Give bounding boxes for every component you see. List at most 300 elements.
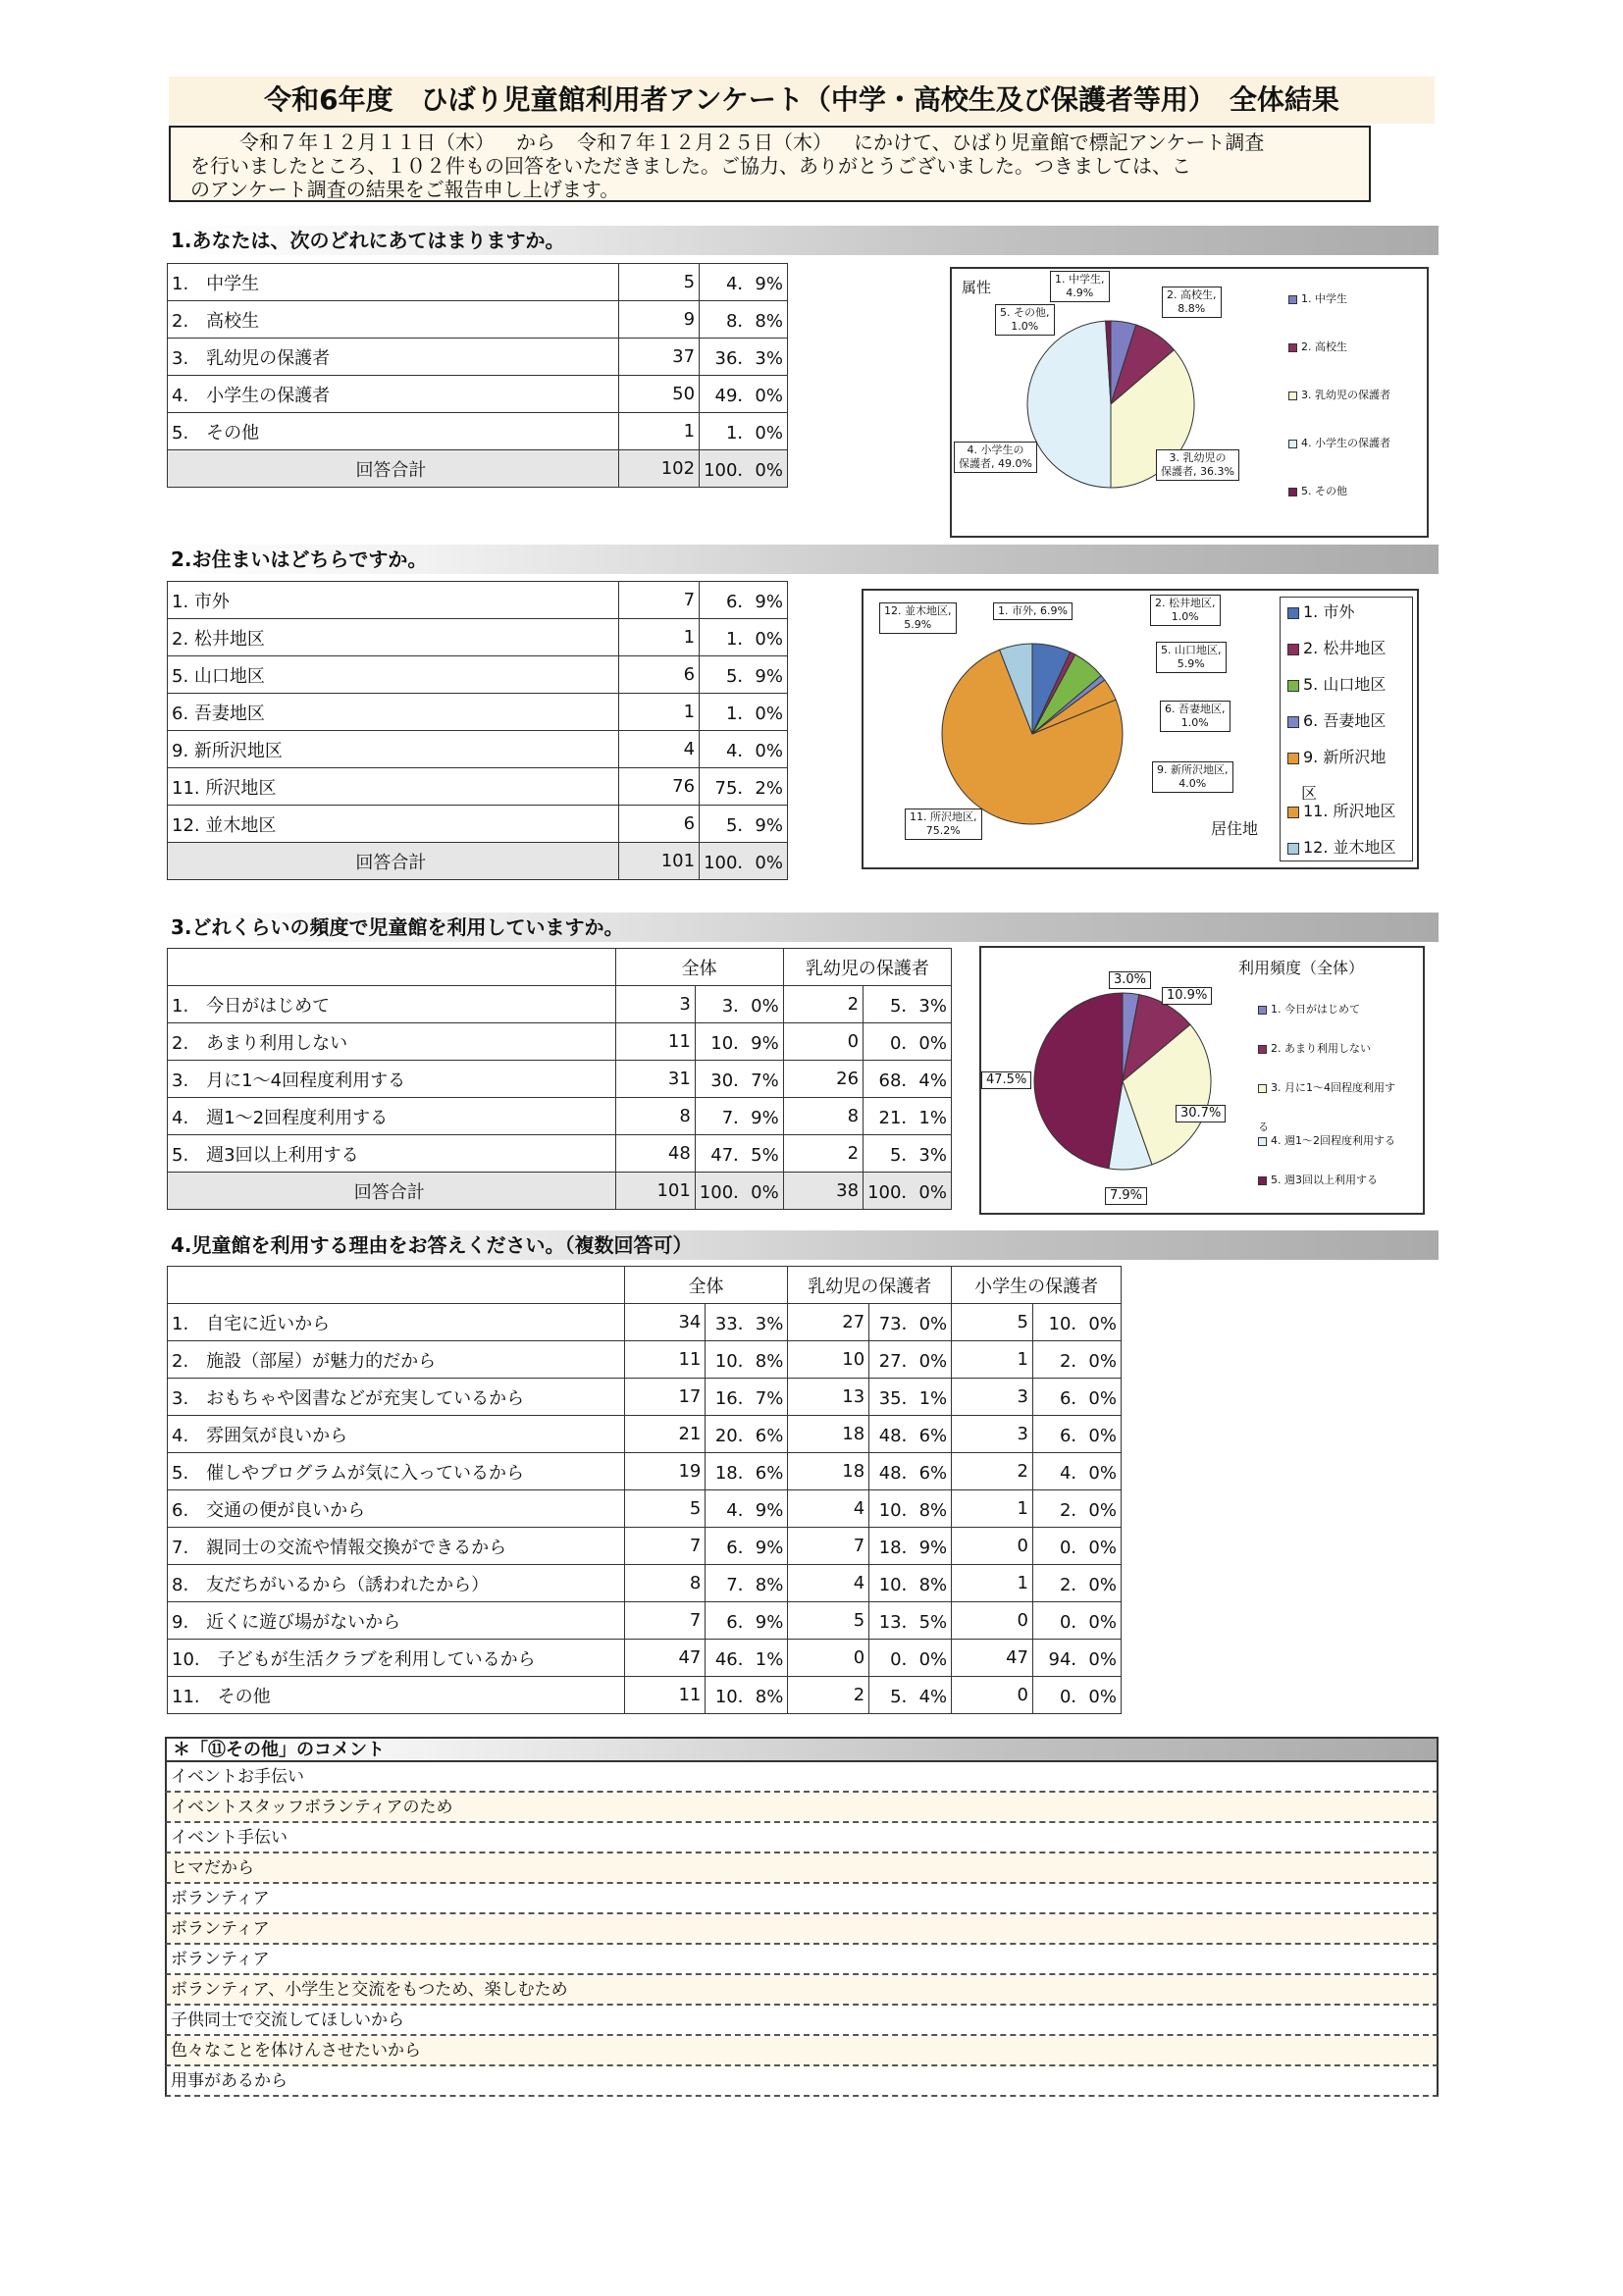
row-value: 27．0% xyxy=(869,1341,952,1379)
col-header-all: 全体 xyxy=(615,949,783,986)
header-row xyxy=(168,949,952,986)
row-label: 2. 施設（部屋）が魅力的だから xyxy=(168,1341,625,1379)
q1-label-1: 1. 中学生, 4.9% xyxy=(1050,271,1110,302)
q1-label-4: 4. 小学生の 保護者, 49.0% xyxy=(954,442,1037,473)
row-value: 13 xyxy=(788,1379,869,1416)
q1-chart-title: 属性 xyxy=(962,279,992,296)
legend-swatch xyxy=(1288,295,1297,304)
header-blank xyxy=(168,949,616,986)
legend-item xyxy=(1287,639,1386,658)
table-row xyxy=(168,1304,1122,1341)
q1-heading: 1.あなたは、次のどれにあてはまりますか。 xyxy=(165,226,1439,255)
legend-label: 5. その他 xyxy=(1301,485,1347,497)
legend-label: 3. 月に1～4回程度利用す xyxy=(1271,1081,1395,1094)
row-percent: 1．0% xyxy=(700,413,788,450)
legend-label: る xyxy=(1258,1121,1269,1133)
table-row xyxy=(168,339,788,376)
row-label: 3. 月に1～4回程度利用する xyxy=(168,1061,616,1098)
pie-slice xyxy=(1034,993,1123,1169)
row-value: 0．0% xyxy=(1033,1602,1122,1640)
table-row xyxy=(168,694,788,731)
q1-label-5: 5. その他, 1.0% xyxy=(995,304,1055,336)
row-value: 47 xyxy=(624,1640,706,1677)
row-value: 0 xyxy=(783,1023,863,1061)
row-value: 68．4% xyxy=(864,1061,952,1098)
page-title: 令和6年度 ひばり児童館利用者アンケート（中学・高校生及び保護者等用） 全体結果 xyxy=(169,77,1435,124)
row-label: 1. 自宅に近いから xyxy=(168,1304,625,1341)
legend-swatch xyxy=(1287,807,1299,818)
legend-item xyxy=(1288,485,1347,498)
row-value: 18．9% xyxy=(869,1528,952,1565)
row-value: 11 xyxy=(624,1677,706,1714)
row-value: 35．1% xyxy=(869,1379,952,1416)
legend-item xyxy=(1288,292,1347,306)
intro-line-1 xyxy=(190,130,1369,154)
legend-swatch xyxy=(1287,607,1299,619)
legend-swatch xyxy=(1288,391,1297,400)
q3-chart xyxy=(979,946,1425,1215)
table-row xyxy=(168,1490,1122,1528)
q2-label-2: 2. 松井地区, 1.0% xyxy=(1150,595,1221,626)
q2-label-9: 9. 新所沢地区, 4.0% xyxy=(1152,761,1233,793)
row-value: 27 xyxy=(788,1304,869,1341)
legend-item xyxy=(1287,711,1386,731)
q2-label-12: 12. 並木地区, 5.9% xyxy=(879,602,957,634)
table-row xyxy=(168,582,788,619)
intro-to-date: 令和７年１２月２５日（木） xyxy=(577,130,832,154)
row-value: 2 xyxy=(952,1453,1033,1490)
legend-item xyxy=(1258,1003,1360,1017)
legend-item xyxy=(1287,675,1386,695)
legend-label: 1. 市外 xyxy=(1303,602,1355,621)
row-count: 4 xyxy=(618,731,699,768)
row-label: 2. 高校生 xyxy=(168,301,619,339)
row-value: 6．0% xyxy=(1033,1416,1122,1453)
row-value: 20．6% xyxy=(706,1416,788,1453)
q2-table xyxy=(167,581,788,880)
row-value: 1 xyxy=(952,1341,1033,1379)
row-value: 0 xyxy=(788,1640,869,1677)
comment-row: イベントお手伝い xyxy=(165,1762,1439,1793)
legend-label: 4. 週1～2回程度利用する xyxy=(1271,1134,1395,1147)
row-percent: 49．0% xyxy=(700,376,788,413)
legend-label: 9. 新所沢地 xyxy=(1303,748,1387,766)
row-value: 6．0% xyxy=(1033,1379,1122,1416)
row-value: 73．0% xyxy=(869,1304,952,1341)
table-row xyxy=(168,1416,1122,1453)
total-label: 回答合計 xyxy=(168,843,619,880)
table-row xyxy=(168,1023,952,1061)
row-count: 9 xyxy=(618,301,699,339)
row-value: 34 xyxy=(624,1304,706,1341)
row-value: 13．5% xyxy=(869,1602,952,1640)
row-label: 4. 雰囲気が良いから xyxy=(168,1416,625,1453)
row-label: 2. 松井地区 xyxy=(168,619,619,656)
row-count: 37 xyxy=(618,339,699,376)
q4-table xyxy=(167,1266,1122,1714)
row-value: 7 xyxy=(624,1602,706,1640)
row-count: 50 xyxy=(618,376,699,413)
row-value: 10．8% xyxy=(869,1565,952,1602)
row-percent: 6．9% xyxy=(700,582,788,619)
legend-label: 12. 並木地区 xyxy=(1303,838,1396,857)
col-header-infant: 乳幼児の保護者 xyxy=(783,949,951,986)
row-percent: 1．0% xyxy=(700,694,788,731)
table-row xyxy=(168,1341,1122,1379)
total-value: 101 xyxy=(615,1173,695,1210)
legend-item xyxy=(1258,1121,1269,1134)
table-row xyxy=(168,1453,1122,1490)
row-value: 3．0% xyxy=(695,986,783,1023)
legend-label: 6. 吾妻地区 xyxy=(1303,711,1387,730)
row-value: 0．0% xyxy=(1033,1677,1122,1714)
intro-line-3: のアンケート調査の結果をご報告申し上げます。 xyxy=(190,178,620,201)
table-row xyxy=(168,301,788,339)
legend-swatch xyxy=(1287,753,1299,764)
table-row xyxy=(168,1379,1122,1416)
legend-swatch xyxy=(1258,1045,1267,1054)
header-blank xyxy=(168,1267,625,1304)
q3-heading: 3.どれくらいの頻度で児童館を利用していますか。 xyxy=(165,913,1439,942)
q1-label-2: 2. 高校生, 8.8% xyxy=(1162,287,1222,318)
q1-label-3: 3. 乳幼児の 保護者, 36.3% xyxy=(1156,449,1239,481)
row-value: 10．8% xyxy=(706,1341,788,1379)
table-row xyxy=(168,986,952,1023)
row-label: 6. 交通の便が良いから xyxy=(168,1490,625,1528)
row-label: 3. 乳幼児の保護者 xyxy=(168,339,619,376)
legend-swatch xyxy=(1287,843,1299,855)
row-value: 5 xyxy=(624,1490,706,1528)
q3-label-4: 7.9% xyxy=(1105,1187,1147,1205)
q2-label-11: 11. 所沢地区, 75.2% xyxy=(905,809,982,840)
pie-slice xyxy=(1027,321,1111,488)
legend-item xyxy=(1287,748,1386,767)
total-percent: 100．0% xyxy=(700,450,788,488)
row-label: 4. 週1～2回程度利用する xyxy=(168,1098,616,1135)
q4-heading: 4.児童館を利用する理由をお答えください。（複数回答可） xyxy=(165,1230,1439,1260)
intro-line1-rest: にかけて、ひばり児童館で標記アンケート調査 xyxy=(854,130,1265,154)
intro-box xyxy=(169,126,1371,202)
comment-row: ヒマだから xyxy=(165,1853,1439,1884)
legend-swatch xyxy=(1258,1137,1267,1146)
row-value: 0．0% xyxy=(1033,1528,1122,1565)
row-value: 1 xyxy=(952,1490,1033,1528)
row-label: 10. 子どもが生活クラブを利用しているから xyxy=(168,1640,625,1677)
comment-row: 子供同士で交流してほしいから xyxy=(165,2006,1439,2036)
comment-row: ボランティア xyxy=(165,1914,1439,1945)
row-value: 2．0% xyxy=(1033,1565,1122,1602)
row-count: 1 xyxy=(618,413,699,450)
total-count: 101 xyxy=(618,843,699,880)
row-value: 16．7% xyxy=(706,1379,788,1416)
row-value: 21 xyxy=(624,1416,706,1453)
row-value: 3 xyxy=(952,1379,1033,1416)
total-percent: 100．0% xyxy=(700,843,788,880)
row-percent: 5．9% xyxy=(700,806,788,843)
legend-item xyxy=(1288,389,1390,402)
legend-item xyxy=(1287,802,1396,821)
row-value: 0．0% xyxy=(864,1023,952,1061)
row-value: 4．0% xyxy=(1033,1453,1122,1490)
row-value: 7 xyxy=(788,1528,869,1565)
row-value: 2 xyxy=(783,1135,863,1173)
row-label: 4. 小学生の保護者 xyxy=(168,376,619,413)
row-value: 7．8% xyxy=(706,1565,788,1602)
legend-swatch xyxy=(1288,343,1297,352)
header-row xyxy=(168,1267,1122,1304)
comment-row: ボランティア xyxy=(165,1884,1439,1914)
row-count: 76 xyxy=(618,768,699,806)
table-row xyxy=(168,1135,952,1173)
q3-label-1: 3.0% xyxy=(1109,971,1151,989)
row-percent: 4．9% xyxy=(700,264,788,301)
row-value: 17 xyxy=(624,1379,706,1416)
comments-list xyxy=(165,1762,1439,2097)
row-value: 10．0% xyxy=(1033,1304,1122,1341)
table-row xyxy=(168,413,788,450)
row-value: 21．1% xyxy=(864,1098,952,1135)
row-label: 9. 新所沢地区 xyxy=(168,731,619,768)
row-label: 1. 市外 xyxy=(168,582,619,619)
table-row xyxy=(168,1098,952,1135)
row-value: 94．0% xyxy=(1033,1640,1122,1677)
row-value: 10．8% xyxy=(869,1490,952,1528)
legend-label: 5. 週3回以上利用する xyxy=(1271,1174,1378,1186)
row-value: 18 xyxy=(788,1416,869,1453)
q1-chart xyxy=(950,267,1429,538)
legend-label: 4. 小学生の保護者 xyxy=(1301,437,1390,449)
row-label: 9. 近くに遊び場がないから xyxy=(168,1602,625,1640)
intro-line-2 xyxy=(190,154,1369,178)
legend-swatch xyxy=(1287,716,1299,728)
row-value: 46．1% xyxy=(706,1640,788,1677)
legend-item xyxy=(1258,1042,1371,1056)
row-percent: 36．3% xyxy=(700,339,788,376)
legend-label: 5. 山口地区 xyxy=(1303,675,1387,694)
row-value: 4．9% xyxy=(706,1490,788,1528)
row-label: 12. 並木地区 xyxy=(168,806,619,843)
legend-label: 2. 松井地区 xyxy=(1303,639,1387,657)
row-value: 47 xyxy=(952,1640,1033,1677)
total-value: 100．0% xyxy=(864,1173,952,1210)
row-label: 11. 所沢地区 xyxy=(168,768,619,806)
row-value: 18．6% xyxy=(706,1453,788,1490)
row-value: 6．9% xyxy=(706,1528,788,1565)
row-percent: 8．8% xyxy=(700,301,788,339)
row-value: 6．9% xyxy=(706,1602,788,1640)
row-value: 33．3% xyxy=(706,1304,788,1341)
row-value: 2．0% xyxy=(1033,1490,1122,1528)
row-value: 31 xyxy=(615,1061,695,1098)
comment-row: イベントスタッフボランティアのため xyxy=(165,1793,1439,1823)
row-count: 6 xyxy=(618,656,699,694)
row-count: 1 xyxy=(618,619,699,656)
comment-row: ボランティア、小学生と交流をもつため、楽しむため xyxy=(165,1975,1439,2006)
total-value: 38 xyxy=(783,1173,863,1210)
comment-row: ボランティア xyxy=(165,1945,1439,1975)
row-label: 5. 週3回以上利用する xyxy=(168,1135,616,1173)
col-header-elem: 小学生の保護者 xyxy=(952,1267,1122,1304)
legend-item xyxy=(1258,1134,1395,1148)
intro-from-word: から xyxy=(516,130,555,154)
row-percent: 4．0% xyxy=(700,731,788,768)
col-header-infant: 乳幼児の保護者 xyxy=(788,1267,952,1304)
row-label: 5. 催しやプログラムが気に入っているから xyxy=(168,1453,625,1490)
q3-table xyxy=(167,948,952,1210)
intro-line2-a: を行いましたところ、 xyxy=(190,154,387,178)
row-value: 18 xyxy=(788,1453,869,1490)
table-row xyxy=(168,731,788,768)
row-value: 8 xyxy=(783,1098,863,1135)
table-row xyxy=(168,1677,1122,1714)
row-label: 1. 中学生 xyxy=(168,264,619,301)
row-value: 4 xyxy=(788,1565,869,1602)
legend-swatch xyxy=(1258,1084,1267,1093)
total-label: 回答合計 xyxy=(168,450,619,488)
row-label: 1. 今日がはじめて xyxy=(168,986,616,1023)
legend-swatch xyxy=(1258,1006,1267,1015)
row-label: 5. 山口地区 xyxy=(168,656,619,694)
row-label: 7. 親同士の交流や情報交換ができるから xyxy=(168,1528,625,1565)
row-value: 2 xyxy=(788,1677,869,1714)
comment-row: イベント手伝い xyxy=(165,1823,1439,1853)
row-value: 19 xyxy=(624,1453,706,1490)
col-header-all: 全体 xyxy=(624,1267,788,1304)
row-value: 10．8% xyxy=(706,1677,788,1714)
row-value: 4 xyxy=(788,1490,869,1528)
row-value: 30．7% xyxy=(695,1061,783,1098)
row-percent: 1．0% xyxy=(700,619,788,656)
q1-table xyxy=(167,263,788,488)
legend-item xyxy=(1287,784,1317,804)
q3-label-2: 10.9% xyxy=(1162,987,1212,1005)
legend-label: 11. 所沢地区 xyxy=(1303,802,1396,820)
row-value: 0 xyxy=(952,1528,1033,1565)
row-label: 11. その他 xyxy=(168,1677,625,1714)
intro-from-date: 令和７年１２月１１日（木） xyxy=(239,130,495,154)
comment-row: 色々なことを体けんさせたいから xyxy=(165,2036,1439,2066)
legend-item xyxy=(1258,1081,1395,1095)
row-value: 5．4% xyxy=(869,1677,952,1714)
comments-heading: ＊「⑪その他」のコメント xyxy=(165,1737,1439,1762)
row-count: 6 xyxy=(618,806,699,843)
row-label: 2. あまり利用しない xyxy=(168,1023,616,1061)
q2-chart-title: 居住地 xyxy=(1211,819,1259,838)
table-row xyxy=(168,1565,1122,1602)
row-percent: 5．9% xyxy=(700,656,788,694)
row-value: 26 xyxy=(783,1061,863,1098)
table-row xyxy=(168,619,788,656)
row-value: 47．5% xyxy=(695,1135,783,1173)
q3-label-3: 30.7% xyxy=(1176,1105,1226,1122)
intro-line2-b: 件もの回答をいただきました。ご協力、ありがとうございました。つきましては、こ xyxy=(445,154,1191,178)
comments-section xyxy=(165,1737,1439,2097)
legend-item xyxy=(1288,437,1390,450)
row-value: 5．3% xyxy=(864,1135,952,1173)
q2-chart xyxy=(862,589,1419,869)
row-value: 5 xyxy=(952,1304,1033,1341)
row-value: 2．0% xyxy=(1033,1341,1122,1379)
table-row xyxy=(168,768,788,806)
row-value: 1 xyxy=(952,1565,1033,1602)
intro-count: １０２ xyxy=(387,154,445,178)
row-value: 3 xyxy=(615,986,695,1023)
legend-swatch xyxy=(1288,488,1297,496)
table-row xyxy=(168,1528,1122,1565)
row-value: 0 xyxy=(952,1677,1033,1714)
row-value: 5．3% xyxy=(864,986,952,1023)
total-row xyxy=(168,1173,952,1210)
total-count: 102 xyxy=(618,450,699,488)
total-row xyxy=(168,843,788,880)
legend-label: 2. 高校生 xyxy=(1301,340,1347,353)
row-value: 48．6% xyxy=(869,1453,952,1490)
table-row xyxy=(168,1640,1122,1677)
q2-label-6: 6. 吾妻地区, 1.0% xyxy=(1160,701,1230,732)
row-value: 11 xyxy=(624,1341,706,1379)
row-label: 8. 友だちがいるから（誘われたから） xyxy=(168,1565,625,1602)
row-value: 7．9% xyxy=(695,1098,783,1135)
row-value: 8 xyxy=(615,1098,695,1135)
table-row xyxy=(168,1061,952,1098)
row-value: 7 xyxy=(624,1528,706,1565)
row-value: 5 xyxy=(788,1602,869,1640)
table-row xyxy=(168,656,788,694)
row-label: 6. 吾妻地区 xyxy=(168,694,619,731)
row-value: 8 xyxy=(624,1565,706,1602)
legend-swatch xyxy=(1287,680,1299,692)
row-percent: 75．2% xyxy=(700,768,788,806)
q2-heading: 2.お住まいはどちらですか。 xyxy=(165,545,1439,574)
row-value: 2 xyxy=(783,986,863,1023)
legend-label: 1. 今日がはじめて xyxy=(1271,1003,1360,1016)
legend-item xyxy=(1258,1174,1378,1187)
row-count: 5 xyxy=(618,264,699,301)
table-row xyxy=(168,806,788,843)
row-value: 3 xyxy=(952,1416,1033,1453)
row-value: 48．6% xyxy=(869,1416,952,1453)
legend-swatch xyxy=(1288,440,1297,448)
row-value: 10 xyxy=(788,1341,869,1379)
q3-chart-title: 利用頻度（全体） xyxy=(1238,959,1365,977)
legend-item xyxy=(1287,602,1354,622)
legend-item xyxy=(1288,340,1347,354)
comment-row: 用事があるから xyxy=(165,2066,1439,2097)
row-count: 1 xyxy=(618,694,699,731)
row-value: 10．9% xyxy=(695,1023,783,1061)
total-value: 100．0% xyxy=(695,1173,783,1210)
q2-label-5: 5. 山口地区, 5.9% xyxy=(1156,642,1227,673)
legend-label: 2. あまり利用しない xyxy=(1271,1042,1371,1055)
q2-label-1: 1. 市外, 6.9% xyxy=(993,602,1073,620)
legend-swatch xyxy=(1258,1176,1267,1185)
row-value: 0．0% xyxy=(869,1640,952,1677)
legend-label: 区 xyxy=(1301,784,1318,803)
row-label: 5. その他 xyxy=(168,413,619,450)
table-row xyxy=(168,264,788,301)
row-value: 48 xyxy=(615,1135,695,1173)
row-label: 3. おもちゃや図書などが充実しているから xyxy=(168,1379,625,1416)
row-count: 7 xyxy=(618,582,699,619)
legend-swatch xyxy=(1287,644,1299,655)
row-value: 0 xyxy=(952,1602,1033,1640)
legend-label: 3. 乳幼児の保護者 xyxy=(1301,389,1390,401)
total-row xyxy=(168,450,788,488)
total-label: 回答合計 xyxy=(168,1173,616,1210)
legend-label: 1. 中学生 xyxy=(1301,292,1347,305)
legend-item xyxy=(1287,838,1396,858)
table-row xyxy=(168,1602,1122,1640)
